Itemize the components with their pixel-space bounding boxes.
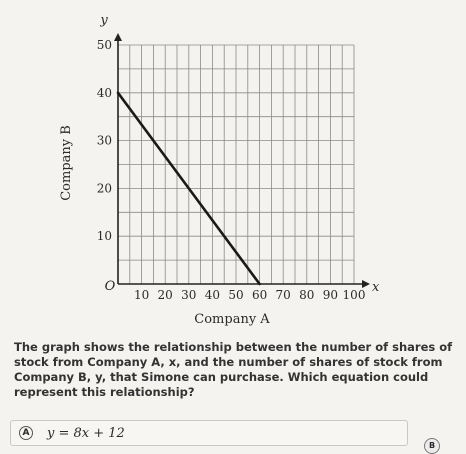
answer-choice-a[interactable]	[10, 420, 408, 446]
x-tick-label: 60	[251, 288, 268, 302]
axes	[114, 33, 370, 288]
y-tick-label: 20	[96, 181, 112, 196]
x-tick-label: 10	[133, 288, 150, 302]
x-tick-label: 70	[275, 288, 291, 302]
x-tick-label: 30	[181, 288, 197, 302]
x-tick-label: 40	[204, 288, 221, 302]
y-axis-arrow	[114, 33, 122, 41]
x-axis-variable: x	[372, 280, 380, 295]
x-axis-arrow	[362, 280, 370, 288]
tick-labels	[97, 38, 366, 302]
grid	[118, 45, 354, 284]
choice-letter-a: A	[19, 426, 33, 440]
x-tick-label: 90	[322, 288, 339, 302]
y-axis-variable: y	[100, 13, 108, 28]
choice-letter-b[interactable]: B	[424, 438, 440, 454]
x-tick-label: 80	[299, 288, 315, 302]
x-tick-label: 20	[157, 288, 173, 302]
y-tick-label: 30	[96, 133, 112, 148]
x-tick-label: 50	[228, 288, 244, 302]
question-text: The graph shows the relationship between the number of shares of stock from Company A, x, and the number of shares of stock from Company B, y, that Simone can purchase. Which equation could represent this relationship?	[14, 340, 453, 399]
origin-label: O	[104, 279, 116, 294]
x-tick-label: 100	[342, 288, 366, 302]
choice-text-a: y = 8x + 12	[47, 425, 125, 441]
y-tick-label: 40	[96, 85, 112, 100]
x-axis-title: Company A	[194, 312, 270, 327]
y-axis-title: Company B	[59, 125, 74, 201]
y-tick-label: 50	[96, 38, 112, 52]
y-tick-label: 10	[96, 229, 112, 244]
